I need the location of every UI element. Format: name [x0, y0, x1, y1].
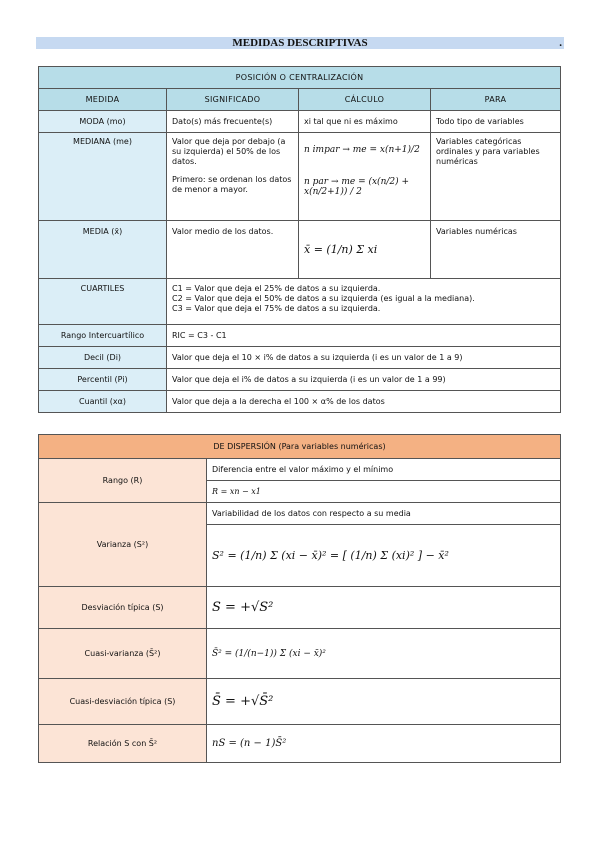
varianza-formula: S² = (1/n) Σ (xi − x̄)² = [ (1/n) Σ (xi)² ] − x̄²	[207, 525, 561, 587]
cuasivarianza-label: Cuasi-varianza (S̄²)	[39, 629, 207, 679]
rango-formula: R = xn − x1	[207, 481, 561, 503]
mediana-para: Variables categóricas ordinales y para variables numéricas	[431, 133, 561, 221]
moda-para: Todo tipo de variables	[431, 111, 561, 133]
title-text: MEDIDAS DESCRIPTIVAS	[232, 37, 368, 49]
media-label: MEDIA (x̄)	[39, 221, 167, 279]
desviacion-formula: S = +√S²	[207, 587, 561, 629]
cuartiles-desc	[167, 279, 561, 325]
rango-label: Rango (R)	[39, 459, 207, 503]
cuantil-desc: Valor que deja a la derecha el 100 × α% de los datos	[167, 391, 561, 413]
decil-desc: Valor que deja el 10 × i% de datos a su izquierda (i es un valor de 1 a 9)	[167, 347, 561, 369]
cuartil-2: C2 = Valor que deja el 50% de datos a su izquierda (es igual a la mediana).	[172, 294, 475, 303]
relacion-label: Relación S con S̄²	[39, 725, 207, 763]
cuartiles-label: CUARTILES	[39, 279, 167, 325]
moda-significado: Dato(s) más frecuente(s)	[167, 111, 299, 133]
varianza-label: Varianza (S²)	[39, 503, 207, 587]
cuartil-3: C3 = Valor que deja el 75% de datos a su izquierda.	[172, 304, 381, 313]
decil-label: Decil (Di)	[39, 347, 167, 369]
media-para: Variables numéricas	[431, 221, 561, 279]
position-header: POSICIÓN O CENTRALIZACIÓN	[39, 67, 561, 89]
dispersion-table	[38, 434, 561, 763]
cuantil-label: Cuantil (xα)	[39, 391, 167, 413]
media-significado: Valor medio de los datos.	[167, 221, 299, 279]
ric-desc: RIC = C3 - C1	[167, 325, 561, 347]
mediana-calculo	[299, 133, 431, 221]
title-dot: .	[559, 37, 562, 49]
cuasivarianza-formula: S̄² = (1/(n−1)) Σ (xi − x̄)²	[207, 629, 561, 679]
mediana-significado	[167, 133, 299, 221]
position-table	[38, 66, 561, 413]
dispersion-header: DE DISPERSIÓN (Para variables numéricas)	[39, 435, 561, 459]
col-medida: MEDIDA	[39, 89, 167, 111]
media-formula: x̄ = (1/n) Σ xi	[304, 242, 378, 256]
moda-calculo: xi tal que ni es máximo	[299, 111, 431, 133]
mediana-sig-2: Primero: se ordenan los datos de menor a mayor.	[172, 175, 292, 194]
cuartil-1: C1 = Valor que deja el 25% de datos a su izquierda.	[172, 284, 381, 293]
rango-desc: Diferencia entre el valor máximo y el mínimo	[207, 459, 561, 481]
moda-label: MODA (mo)	[39, 111, 167, 133]
ric-label: Rango Intercuartílico	[39, 325, 167, 347]
cuasidesviacion-label: Cuasi-desviación típica (S)	[39, 679, 207, 725]
mediana-formula-par: n par → me = (x(n/2) + x(n/2+1)) / 2	[304, 177, 410, 197]
percentil-desc: Valor que deja el i% de datos a su izquierda (i es un valor de 1 a 99)	[167, 369, 561, 391]
mediana-sig-1: Valor que deja por debajo (a su izquierda) el 50% de los datos.	[172, 137, 286, 166]
mediana-formula-impar: n impar → me = x(n+1)/2	[304, 145, 420, 155]
percentil-label: Percentil (Pi)	[39, 369, 167, 391]
relacion-formula: nS = (n − 1)S̄²	[207, 725, 561, 763]
varianza-desc: Variabilidad de los datos con respecto a su media	[207, 503, 561, 525]
col-calculo: CÁLCULO	[299, 89, 431, 111]
cuasidesviacion-formula: S̄ = +√S̄²	[207, 679, 561, 725]
col-significado: SIGNIFICADO	[167, 89, 299, 111]
desviacion-label: Desviación típica (S)	[39, 587, 207, 629]
document-title	[36, 37, 564, 49]
col-para: PARA	[431, 89, 561, 111]
media-calculo	[299, 221, 431, 279]
mediana-label: MEDIANA (me)	[39, 133, 167, 221]
